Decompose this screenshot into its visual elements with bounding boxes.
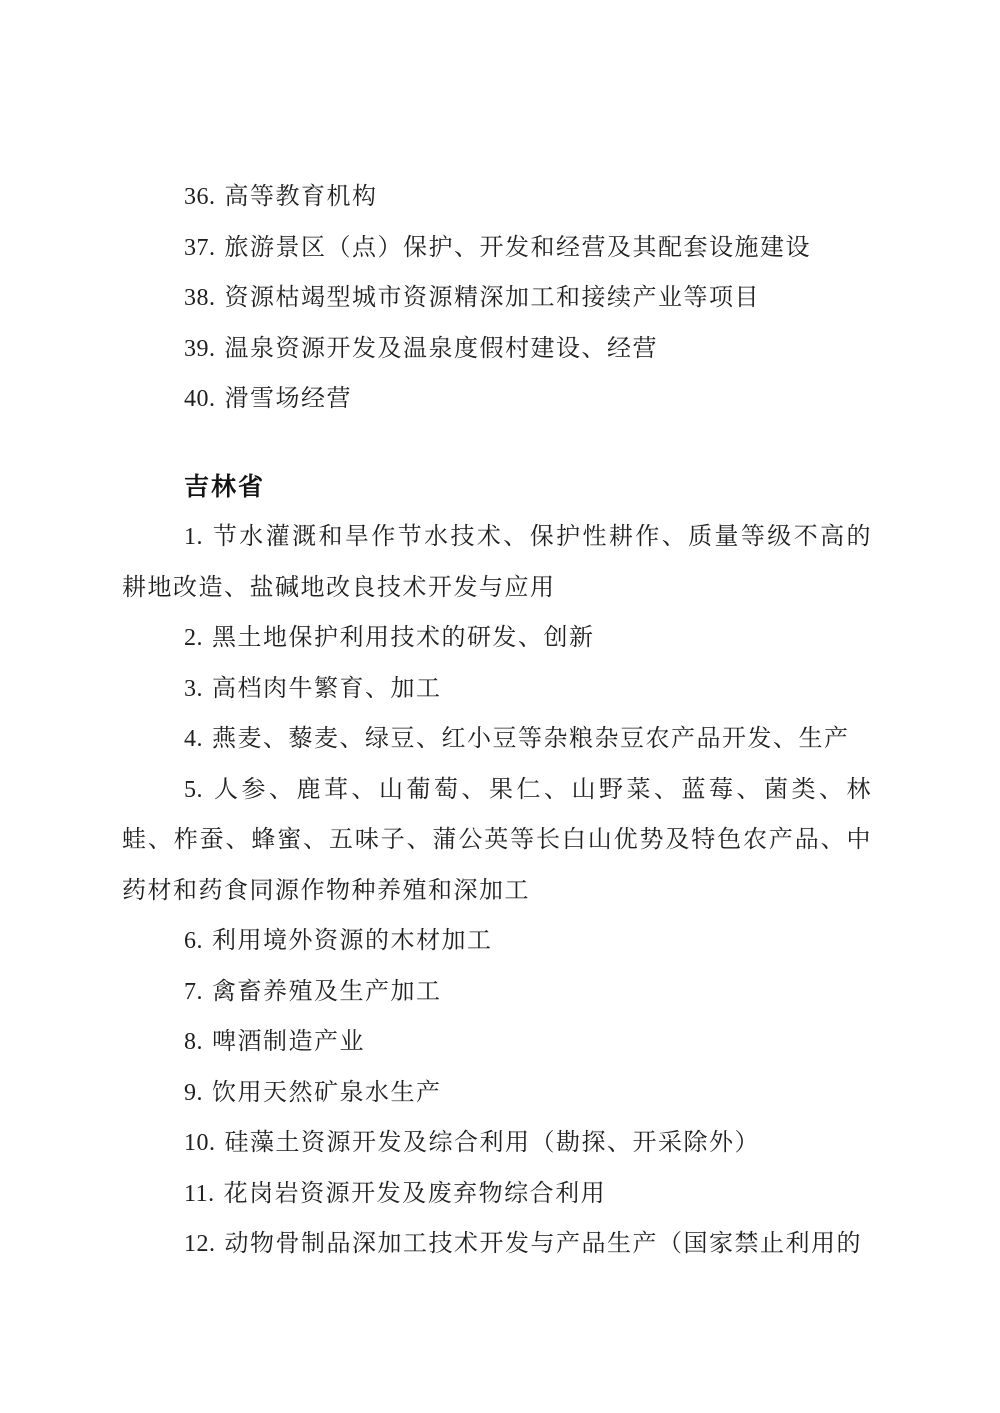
item-number: 8. [184,1029,203,1055]
item-text: 硅藻土资源开发及综合利用（勘探、开采除外） [224,1130,760,1156]
item-text: 滑雪场经营 [224,386,352,412]
list-item-9 [122,1068,872,1119]
item-number: 2. [184,625,203,651]
item-number: 11. [184,1180,215,1207]
item-text: 啤酒制造产业 [212,1029,365,1055]
item-text: 黑土地保护利用技术的研发、创新 [212,625,595,651]
list-item-40 [122,374,872,425]
list-item-37 [122,223,872,274]
section-heading-jilin: 吉林省 [184,472,266,501]
item-number: 39. [184,335,216,362]
item-number: 5. [184,776,203,803]
item-text: 禽畜养殖及生产加工 [212,978,442,1005]
item-number: 10. [184,1130,216,1156]
item-number: 40. [184,386,216,412]
list-item-3 [122,664,872,715]
list-item-6 [122,916,872,967]
item-text: 人参、鹿茸、山葡萄、果仁、山野菜、蓝莓、菌类、林蛙、柞蚕、蜂蜜、五味子、蒲公英等长白山优势及特色农产品、中药材和药食同源作物种养殖和深加工 [122,776,872,904]
list-item-2 [122,613,872,664]
item-text: 动物骨制品深加工技术开发与产品生产（国家禁止利用的 [224,1231,862,1257]
item-number: 12. [184,1231,216,1257]
list-item-10 [122,1118,872,1169]
item-number: 9. [184,1079,203,1106]
item-text: 旅游景区（点）保护、开发和经营及其配套设施建设 [224,234,811,261]
item-number: 37. [184,234,216,261]
list-item-11 [122,1169,872,1220]
item-text: 高档肉牛繁育、加工 [212,675,442,702]
item-number: 7. [184,978,203,1005]
item-number: 1. [184,524,203,550]
item-number: 3. [184,675,203,702]
item-text: 高等教育机构 [224,184,378,210]
item-text: 节水灌溉和旱作节水技术、保护性耕作、质量等级不高的耕地改造、盐碱地改良技术开发与应用 [122,524,872,601]
list-item-12 [122,1219,872,1270]
item-number: 4. [184,726,203,752]
list-item-1 [122,512,872,613]
item-text: 利用境外资源的木材加工 [212,928,493,954]
list-item-38 [122,273,872,324]
list-item-39 [122,324,872,375]
item-text: 饮用天然矿泉水生产 [212,1079,442,1106]
list-item-8 [122,1017,872,1068]
item-number: 6. [184,928,203,954]
item-text: 燕麦、藜麦、绿豆、红小豆等杂粮杂豆农产品开发、生产 [212,726,850,752]
list-item-36 [122,172,872,223]
item-text: 资源枯竭型城市资源精深加工和接续产业等项目 [224,285,760,311]
item-number: 38. [184,285,216,311]
item-text: 花岗岩资源开发及废弃物综合利用 [223,1180,607,1207]
item-text: 温泉资源开发及温泉度假村建设、经营 [224,335,658,362]
item-number: 36. [184,184,216,210]
list-item-5 [122,765,872,917]
list-item-7 [122,967,872,1018]
list-item-4 [122,714,872,765]
